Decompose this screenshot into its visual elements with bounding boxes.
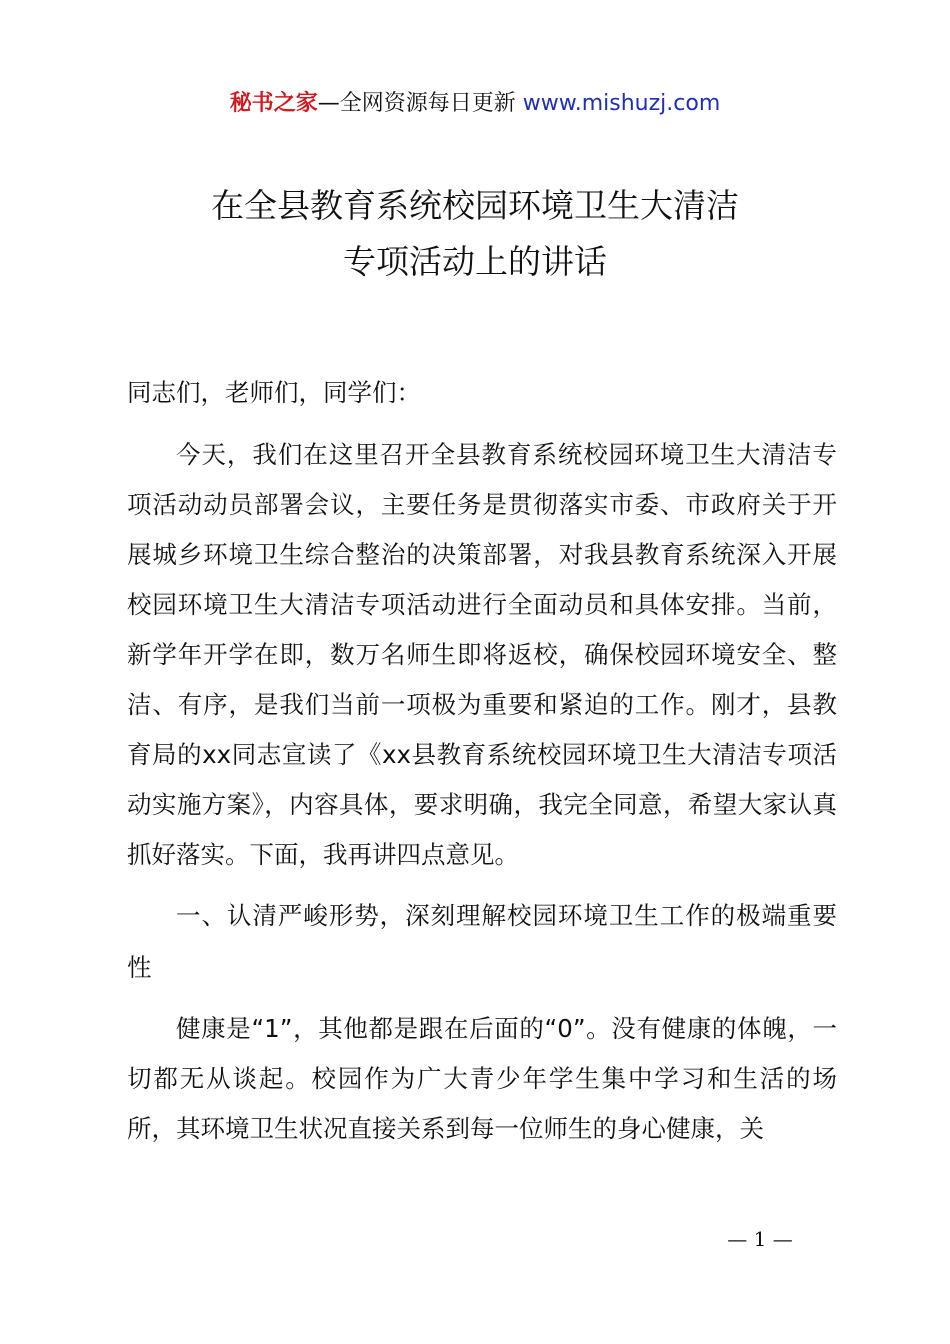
document-title [0,178,950,290]
page-number: — 1 — [727,1227,793,1251]
title-line-2: 专项活动上的讲话 [343,242,607,281]
salutation: 同志们，老师们，同学们： [127,378,421,407]
paragraph-health: 健康是“1”，其他都是跟在后面的“0”。没有健康的体魄，一切都无从谈起。校园作为广大青少年学生集中学习和生活的场所，其环境卫生状况直接关系到每一位师生的身心健康，关 [127,1014,837,1143]
brand-name: 秘书之家 [229,91,318,116]
title-line-1: 在全县教育系统校园环境卫生大清洁 [211,186,739,225]
header-tagline: —全网资源每日更新 [317,91,523,116]
site-header [0,86,950,122]
section-heading-1: 一、认清严峻形势，深刻理解校园环境卫生工作的极端重要性 [127,901,837,982]
site-url-link[interactable]: www.mishuzj.com [522,91,721,116]
paragraph-opening: 今天，我们在这里召开全县教育系统校园环境卫生大清洁专项活动动员部署会议，主要任务是贯彻落实市委、市政府关于开展城乡环境卫生综合整治的决策部署，对我县教育系统深入开展校园环境卫生大清洁专项活动进行全面动员和具体安排。当前，新学年开学在即，数万名师生即将返校，确保校园环境安全、整洁、有序，是我们当前一项极为重要和紧迫的工作。刚才，县教育局的xx同志宣读了《xx县教育系统校园环境卫生大清洁专项活动实施方案》，内容具体，要求明确，我完全同意，希望大家认真抓好落实。下面，我再讲四点意见。 [127,440,837,869]
